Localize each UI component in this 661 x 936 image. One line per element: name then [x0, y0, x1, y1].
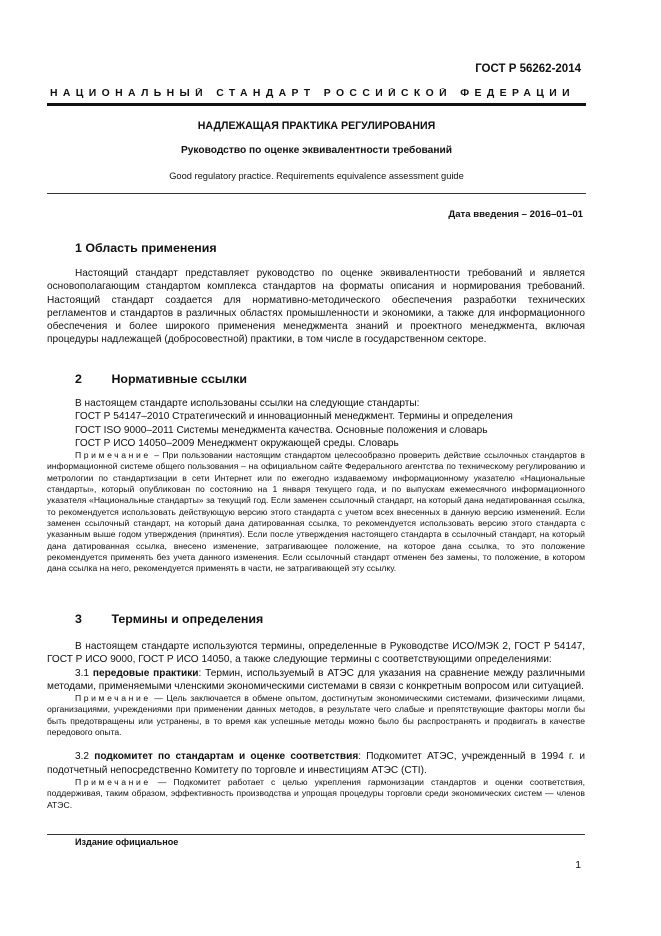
- introduction-date: Дата введения – 2016–01–01: [448, 209, 583, 220]
- note-text: – При пользовании настоящим стандартом целесообразно проверить действие ссылочных стандартов в информационной системе общего пользования – на официальном сайте Федерального агентства по техническому регулированию и метрологии по стандартизации в сети Интернет или по ежегодно издаваемому информационному указателю «Национальные стандарты», который опубликован по состоянию на 1 января текущего года, и по выпускам ежемесячного информационного указателя «Национальные стандарты» за текущий год. Если заменен ссылочный стандарт, на который дана недатированная ссылка, то рекомендуется использовать действующую версию этого стандарта с учетом всех внесенных в данную версию изменений. Если заменен ссылочный стандарт, на который дана датированная ссылка, то рекомендуется использовать версию этого стандарта с указанным выше годом утверждения (принятия). Если после утверждения настоящего стандарта в ссылочный стандарт, на который дана датированная ссылка, внесено изменение, затрагивающее положение, на которое дана ссылка, то это положение рекомендуется применять без учета данного изменения. Если ссылочный стандарт отменен без замены, то положение, в котором дана ссылка на него, рекомендуется применять в части, не затрагивающей эту ссылку.: [47, 450, 585, 574]
- section-1-heading: [75, 241, 217, 255]
- section-2-title: Нормативные ссылки: [111, 372, 248, 386]
- references-note: [47, 450, 585, 574]
- document-english-title: Good regulatory practice. Requirements equivalence assessment guide: [169, 171, 464, 181]
- section-2-body: [47, 397, 585, 574]
- section-1-body: [47, 267, 585, 347]
- terms-intro: В настоящем стандарте используются термины, определенные в Руководстве ИСО/МЭК 2, ГОСТ Р 54147, ГОСТ Р ИСО 9000, ГОСТ Р ИСО 14050, а также следующие термины с соответствующими определениями:: [47, 641, 585, 666]
- official-edition-label: Издание официальное: [75, 837, 179, 847]
- section-3-body: [47, 640, 585, 811]
- note-text: — Подкомитет работает с целью укрепления гармонизации стандартов и оценки соответствия, поддерживая, таким образом, эффективность производства и упрощая процедуры торговли среди экономических систем — членов АТЭС.: [47, 776, 585, 810]
- note-label: Примечание: [75, 776, 151, 787]
- section-3-heading: [75, 612, 263, 626]
- term-name: подкомитет по стандартам и оценке соответствия: [94, 751, 359, 763]
- title-rule: [47, 193, 586, 194]
- footer-rule: [47, 834, 585, 835]
- spacer: [47, 738, 585, 750]
- section-1-paragraph: Настоящий стандарт представляет руководство по оценке эквивалентности требований и является основополагающим стандартом комплекса стандартов на форматы описания и нормирования требований. Настоящий стандарт создается для нормативно-методического обеспечения разработки технических регламентов и стандартов в различных областях промышленности и экономики, а также для информационного обеспечения и более широкого применения менеджмента знаний и проектного менеджмента, включая процедуры надлежащей (добросовестной) практики, в том числе в государственном секторе.: [47, 268, 585, 346]
- term-3-2-note: [47, 777, 585, 811]
- document-subtitle: Руководство по оценке эквивалентности требований: [180, 145, 453, 156]
- term-number: 3.1: [75, 667, 93, 679]
- header-rule: [47, 103, 586, 106]
- section-2-heading: [75, 372, 247, 386]
- reference-item: ГОСТ Р 54147–2010 Стратегический и инновационный менеджмент. Термины и определения: [75, 411, 513, 423]
- term-3-2: [47, 750, 585, 777]
- national-standard-heading: НАЦИОНАЛЬНЫЙ СТАНДАРТ РОССИЙСКОЙ ФЕДЕРАЦИИ: [50, 88, 576, 99]
- reference-item: ГОСТ ISO 9000–2011 Системы менеджмента качества. Основные положения и словарь: [75, 424, 488, 436]
- term-name: передовые практики: [92, 667, 199, 679]
- section-1-number: 1: [75, 241, 82, 255]
- standard-number: ГОСТ Р 56262-2014: [475, 63, 581, 75]
- term-definition: : Подкомитет АТЭС, учрежденный в 1994 г. и подотчетный непосредственно Комитету по торговле и инвестициям АТЭС (CTI).: [47, 751, 585, 776]
- references-intro: В настоящем стандарте использованы ссылки на следующие стандарты:: [75, 398, 420, 409]
- section-2-number: 2: [75, 372, 82, 386]
- term-3-1: [47, 667, 585, 694]
- term-number: 3.2: [75, 751, 95, 763]
- section-3-number: 3: [75, 612, 82, 626]
- section-3-title: Термины и определения: [111, 612, 264, 626]
- note-text: — Цель заключается в обмене опытом, достигнутым экономическими системами, физическими лицами, организациями, учреждениями при применении данных методов, в результате чего слабые и препятствующие факторы могли бы быть предотвращены или устранены, в то время как успешные методы можно было бы распространять и продвигать в качестве передового опыта.: [47, 693, 585, 738]
- note-label: Примечание: [75, 450, 151, 461]
- term-3-1-note: [47, 693, 585, 738]
- page-number: 1: [575, 860, 581, 871]
- section-1-title: Область применения: [85, 241, 217, 255]
- term-definition: : Термин, используемый в АТЭС для указания на сравнение между различными методами, применяемыми членскими экономическими системами в связи с конкретным вопросом или ситуацией.: [47, 667, 586, 692]
- note-label: Примечание: [75, 693, 151, 704]
- document-title: НАДЛЕЖАЩАЯ ПРАКТИКА РЕГУЛИРОВАНИЯ: [197, 120, 436, 132]
- reference-item: ГОСТ Р ИСО 14050–2009 Менеджмент окружающей среды. Словарь: [75, 437, 399, 449]
